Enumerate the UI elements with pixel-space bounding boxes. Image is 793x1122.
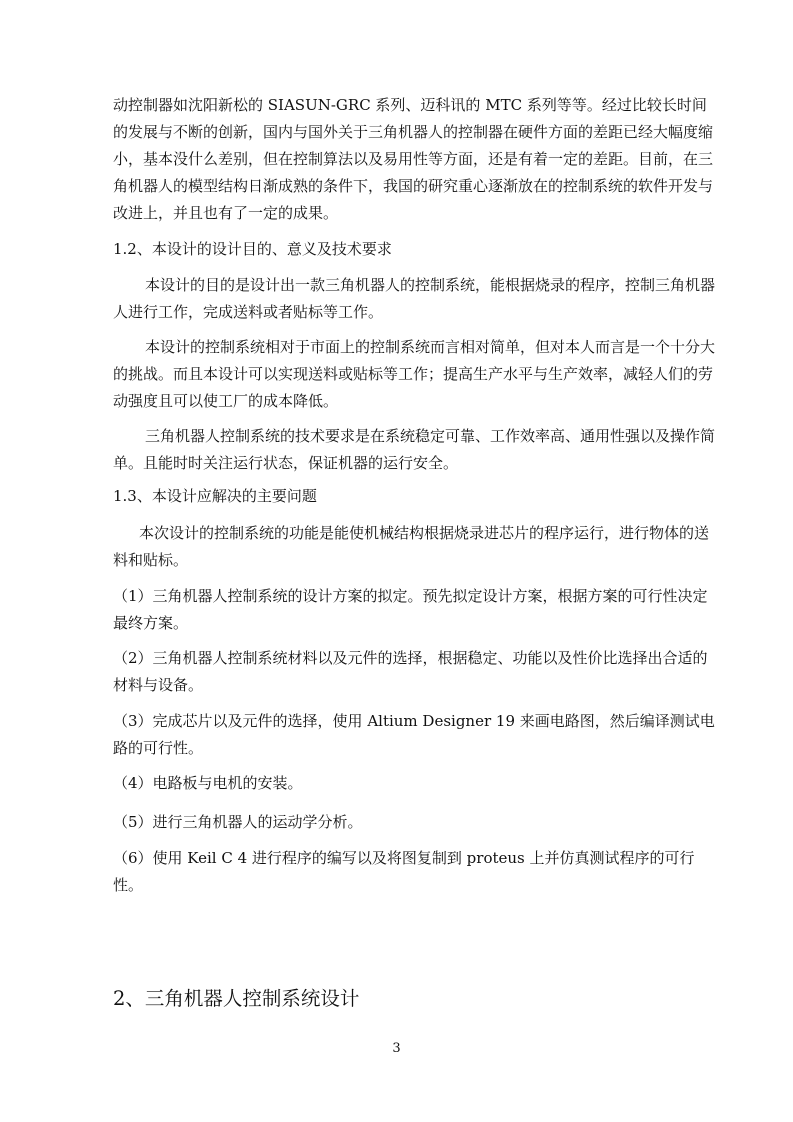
list-item: （2）三角机器人控制系统材料以及元件的选择，根据稳定、功能以及性价比选择出合适的材料与设备。 bbox=[113, 649, 708, 694]
page-number: 3 bbox=[392, 1041, 401, 1056]
significance-paragraph: 本设计的控制系统相对于市面上的控制系统而言相对简单，但对本人而言是一个十分大的挑战。而且本设计可以实现送料或贴标等工作；提高生产水平与生产效率，减轻人们的劳动强度且可以使工厂的成本降低。 bbox=[113, 338, 716, 410]
list-item: （5）进行三角机器人的运动学分析。 bbox=[113, 813, 363, 831]
list-item: （1）三角机器人控制系统的设计方案的拟定。预先拟定设计方案，根据方案的可行性决定最终方案。 bbox=[113, 587, 708, 632]
section-heading-1-2: 1.2、本设计的设计目的、意义及技术要求 bbox=[113, 240, 392, 258]
list-item: （3）完成芯片以及元件的选择，使用 Altium Designer 19 来画电路图，然后编译测试电路的可行性。 bbox=[113, 712, 715, 757]
list-item: （6）使用 Keil C 4 进行程序的编写以及将图复制到 proteus 上并仿真测试程序的可行性。 bbox=[113, 849, 695, 894]
list-item: （4）电路板与电机的安装。 bbox=[113, 774, 303, 792]
purpose-paragraph: 本设计的目的是设计出一款三角机器人的控制系统，能根据烧录的程序，控制三角机器人进行工作，完成送料或者贴标等工作。 bbox=[113, 276, 716, 321]
section-heading-1-3: 1.3、本设计应解决的主要问题 bbox=[113, 487, 317, 505]
chapter-heading: 2、三角机器人控制系统设计 bbox=[113, 987, 360, 1010]
function-paragraph: 本次设计的控制系统的功能是能使机械结构根据烧录进芯片的程序运行，进行物体的送料和贴标。 bbox=[113, 524, 710, 569]
intro-paragraph: 动控制器如沈阳新松的 SIASUN-GRC 系列、迈科讯的 MTC 系列等等。经过比较长时间的发展与不断的创新，国内与国外关于三角机器人的控制器在硬件方面的差距已经大幅度缩小，基本没什么差别，但在控制算法以及易用性等方面，还是有着一定的差距。目前，在三角机器人的模型结构日渐成熟的条件下，我国的研究重心逐渐放在的控制系统的软件开发与改进上，并且也有了一定的成果。 bbox=[113, 96, 714, 222]
requirements-paragraph: 三角机器人控制系统的技术要求是在系统稳定可靠、工作效率高、通用性强以及操作简单。且能时时关注运行状态，保证机器的运行安全。 bbox=[113, 427, 716, 472]
